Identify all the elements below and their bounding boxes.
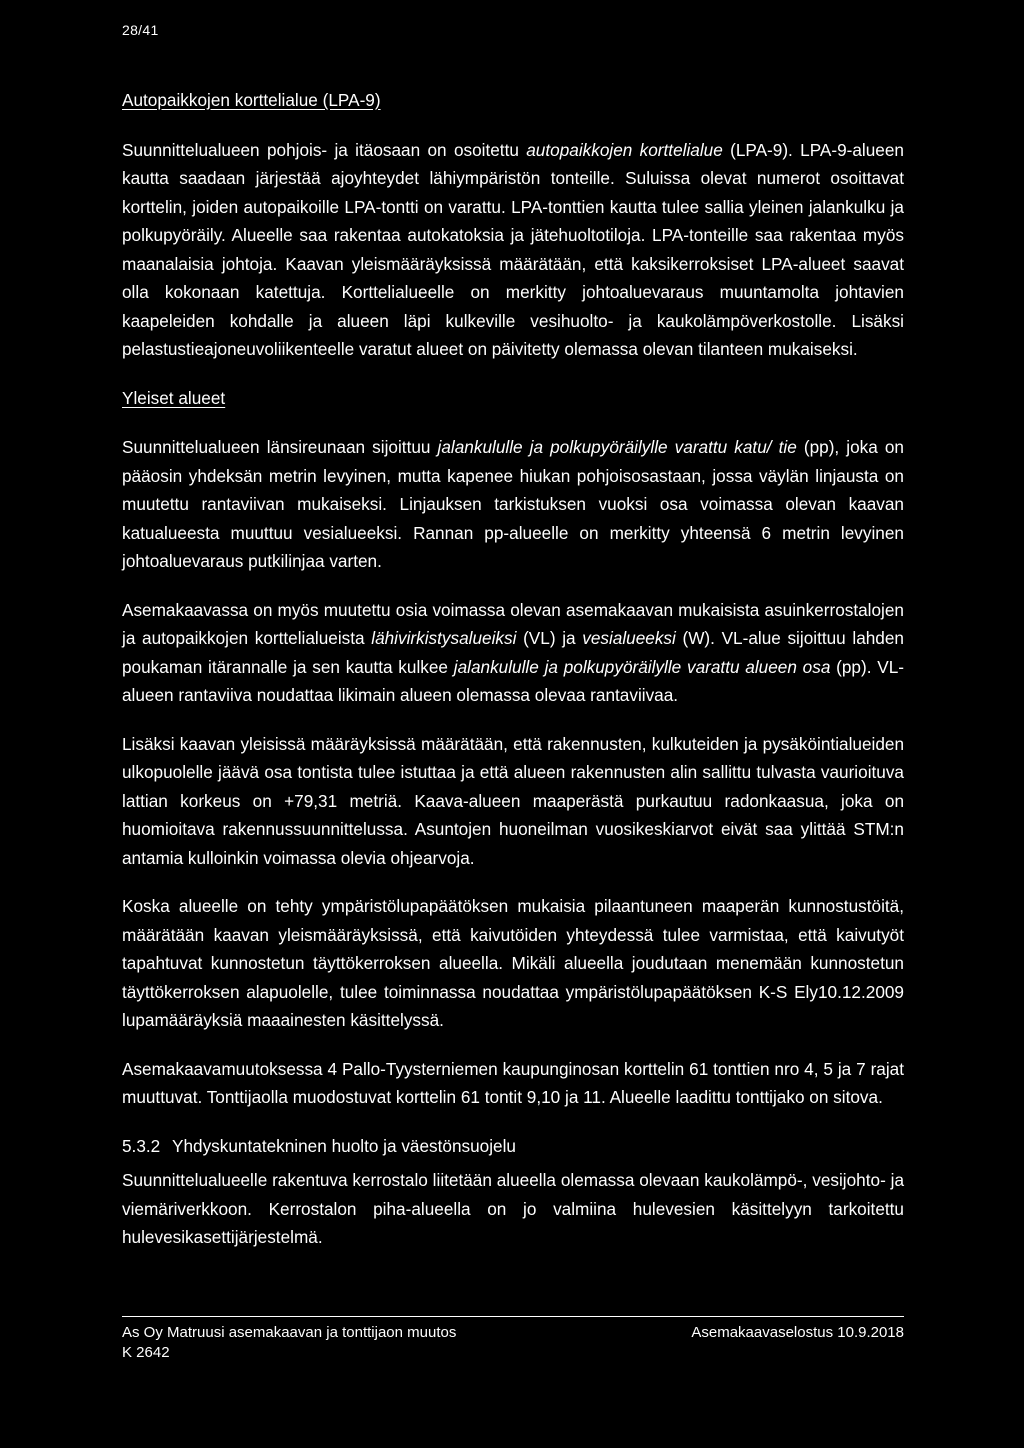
italic-term: vesialueeksi [582,628,676,648]
text: (pp), joka on pääosin yhdeksän metrin levyinen, mutta kapenee hiukan pohjoisosastaan, jossa väylän linjausta on muutettu rantaviivan mukaiseksi. Linjauksen tarkistuksen vuoksi osa voimassa olevan kaavan katualueesta muuttuu vesialueeksi. Rannan pp-alueelle on merkitty yhteensä 6 metrin levyinen johtoaluevaraus putkilinjaa varten. [122,437,904,571]
italic-term: jalankululle ja polkupyöräilylle varattu alueen osa [453,656,831,677]
heading-lpa: Autopaikkojen korttelialue (LPA-9) [122,90,381,110]
footer-document-date: Asemakaavaselostus 10.9.2018 [691,1324,904,1341]
document-body [122,86,904,1272]
paragraph-plot-division: Asemakaavamuutoksessa 4 Pallo-Tyysterniemen kaupunginosan korttelin 61 tonttien nro 4, 5 ja 7 rajat muuttuvat. Tonttijaolla muodostuvat korttelin 61 tontit 9,10 ja 11. Alueelle laadittu tonttijako on sitova. [122,1058,904,1107]
italic-term: lähivirkistysalueiksi [371,628,517,648]
section-number: 5.3.2 [122,1135,161,1156]
page-number: 28/41 [122,22,159,38]
text: Suunnittelualueen länsireunaan sijoittuu [122,437,438,457]
text: Asemakaavassa on myös muutettu osia voimassa olevan asemakaavan mukaisista asuinkerrostalojen ja autopaikkojen korttelialueista [122,599,904,648]
text: (LPA-9). LPA-9-alueen kautta saadaan järjestää ajoyhteydet lähiympäristön tonteille. Suluissa olevat numerot osoittavat korttelin, joiden autopaikoille LPA-tontti on varattu. LPA-tonttien kautta tulee sallia yleinen jalankulku ja polkupyöräily. Alueelle saa rakentaa autokatoksia ja jätehuoltotiloja. LPA-tonteille saa rakentaa myös maanalaisia johtoja. Kaavan yleismääräyksissä määrätään, että kaksikerroksiset LPA-alueet saavat olla kokonaan katettuja. Korttelialueelle on merkitty johtoaluevaraus muuntamolta johtavien kaapeleiden kohdalle ja alueen läpi kulkeville vesihuolto- ja kaukolämpöverkostolle. Lisäksi pelastustieajoneuvoliikenteelle varatut alueet on päivitetty olemassa olevan tilanteen mukaiseksi. [122,139,904,359]
footer-document-title: As Oy Matruusi asemakaavan ja tonttijaon muutos [122,1324,457,1341]
text: (pp). VL-alueen rantaviiva noudattaa likimain alueen olemassa olevaa rantaviivaa. [122,656,905,705]
paragraph-lpa [122,136,904,364]
footer-code: K 2642 [122,1344,170,1361]
paragraph-pp-street [122,433,904,576]
paragraph-soil-remediation: Koska alueelle on tehty ympäristölupapäätöksen mukaisia pilaantuneen maaperän kunnostustöitä, määrätään kaavan yleismääräyksissä, että kaivutöiden yhteydessä tulee varmistaa, että kaivutyöt tapahtuvat kunnostetun täyttökerroksen alueella. Mikäli alueella joudutaan menemään kunnostetun täyttökerroksen alapuolelle, tulee toiminnassa noudattaa ympäristölupapäätöksen K-S Ely10.12.2009 lupamääräyksiä maaainesten käsittelyssä. [122,896,904,1030]
text: (W). VL-alue sijoittuu lahden poukaman itärannalle ja sen kautta kulkee [122,628,904,677]
heading-yleiset-alueet: Yleiset alueet [122,387,226,408]
section-title: Yhdyskuntatekninen huolto ja väestönsuojelu [172,1135,516,1156]
paragraph-vl-area [122,596,904,710]
section-heading-5-3-2 [122,1132,904,1161]
text: Suunnittelualueen pohjois- ja itäosaan on osoitettu [122,139,527,160]
text: (VL) ja [516,628,583,648]
page-footer [122,1316,904,1363]
italic-term: jalankululle ja polkupyöräilylle varattu katu/ tie [437,437,797,457]
paragraph-infrastructure: Suunnittelualueelle rakentuva kerrostalo liitetään alueella olemassa olevaan kaukolämpö-, vesijohto- ja viemäriverkkoon. Kerrostalon piha-alueella on jo valmiina hulevesien käsittelyyn tarkoitettu hulevesikasettijärjestelmä. [122,1170,904,1247]
paragraph-general-regulations: Lisäksi kaavan yleisissä määräyksissä määrätään, että rakennusten, kulkuteiden ja pysäköintialueiden ulkopuolelle jäävä osa tontista tulee istuttaa ja että alueen rakennusten alin sallittu tulvasta vaurioituva lattian korkeus on +79,31 metriä. Kaava-alueen maaperästä purkautuu radonkaasua, joka on huomioitava rakennussuunnittelussa. Asuntojen huoneilman vuosikeskiarvot eivät saa ylittää STM:n antamia kulloinkin voimassa olevia ohjearvoja. [122,733,904,868]
italic-term: autopaikkojen korttelialue [526,139,723,160]
